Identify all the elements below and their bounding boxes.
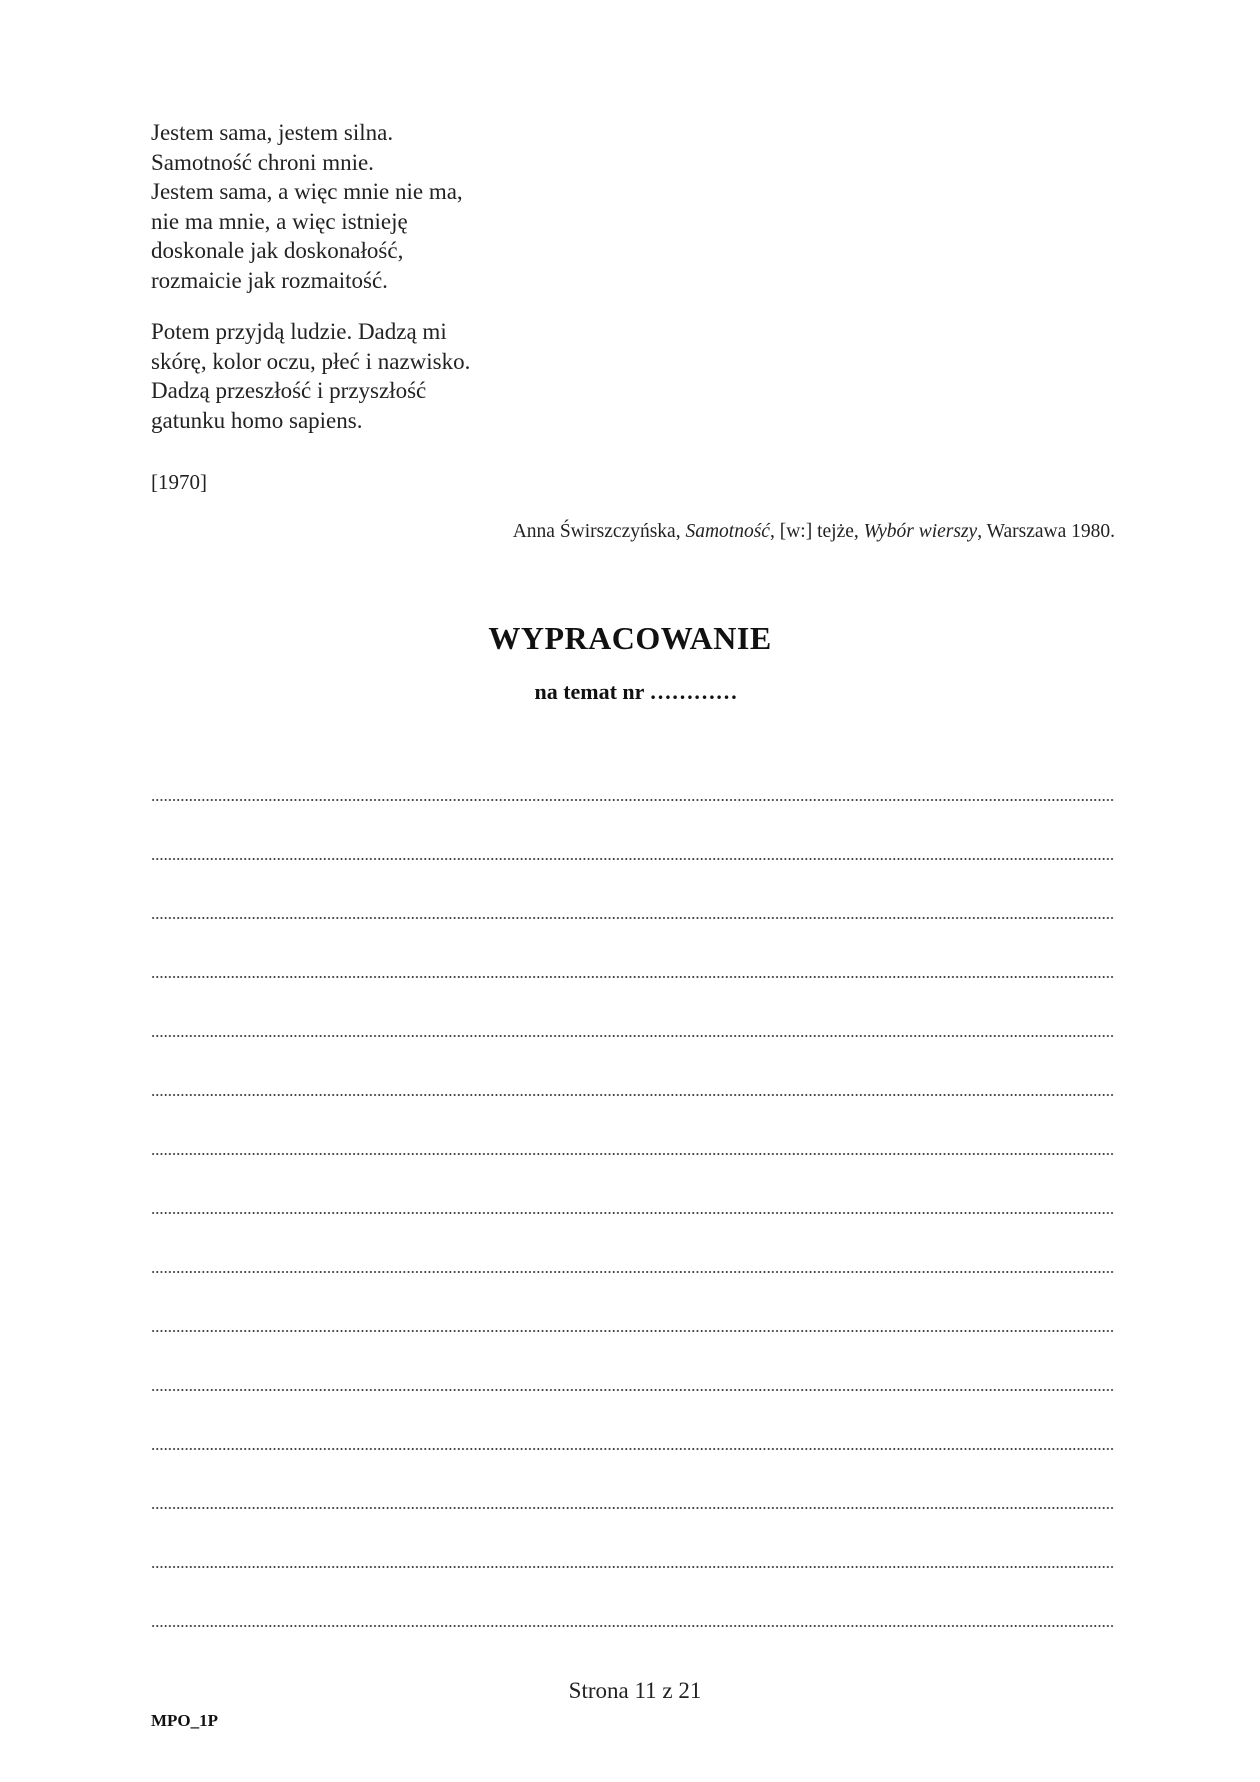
writing-line <box>151 1037 1114 1096</box>
writing-line <box>151 801 1114 860</box>
poem-line: rozmaicie jak rozmaitość. <box>151 267 388 293</box>
essay-title: WYPRACOWANIE <box>488 620 772 656</box>
exam-code: MPO_1P <box>151 1711 219 1730</box>
writing-line <box>151 1509 1114 1568</box>
writing-line <box>151 1096 1114 1155</box>
citation-end: , Warszawa 1980. <box>977 521 1115 542</box>
writing-line <box>151 860 1114 919</box>
poem-line: Potem przyjdą ludzie. Dadzą mi <box>151 319 447 344</box>
poem-date: [1970] <box>151 470 207 494</box>
writing-line <box>151 1391 1114 1450</box>
poem-line: skórę, kolor oczu, płeć i nazwisko. <box>151 348 471 374</box>
writing-line <box>151 1155 1114 1214</box>
writing-line <box>151 742 1114 801</box>
writing-line <box>151 1332 1114 1391</box>
poem <box>151 118 711 457</box>
poem-stanza-1 <box>151 118 711 295</box>
citation-author: Anna Świrszczyńska, <box>512 521 686 542</box>
source-citation <box>513 521 1115 543</box>
writing-line <box>151 978 1114 1037</box>
poem-line: Jestem sama, jestem silna. <box>151 120 394 145</box>
poem-line: Samotność chroni mnie. <box>151 149 374 175</box>
writing-line <box>151 919 1114 978</box>
writing-line <box>151 1568 1114 1627</box>
essay-topic-number: na temat nr ………… <box>534 679 738 704</box>
citation-book-title: Wybór wierszy <box>863 521 978 542</box>
writing-line <box>151 1450 1114 1509</box>
writing-line <box>151 1214 1114 1273</box>
citation-poem-title: Samotność <box>685 521 770 542</box>
citation-middle: , [w:] tejże, <box>769 521 864 542</box>
poem-line: gatunku homo sapiens. <box>151 407 363 433</box>
poem-line: Dadzą przeszłość i przyszłość <box>151 378 427 403</box>
writing-line <box>151 1273 1114 1332</box>
poem-stanza-2 <box>151 317 711 435</box>
poem-line: doskonale jak doskonałość, <box>151 238 404 263</box>
poem-line: nie ma mnie, a więc istnieję <box>151 208 408 234</box>
poem-line: Jestem sama, a więc mnie nie ma, <box>151 179 463 204</box>
page-number: Strona 11 z 21 <box>568 1678 702 1703</box>
writing-lines <box>151 742 1114 1627</box>
